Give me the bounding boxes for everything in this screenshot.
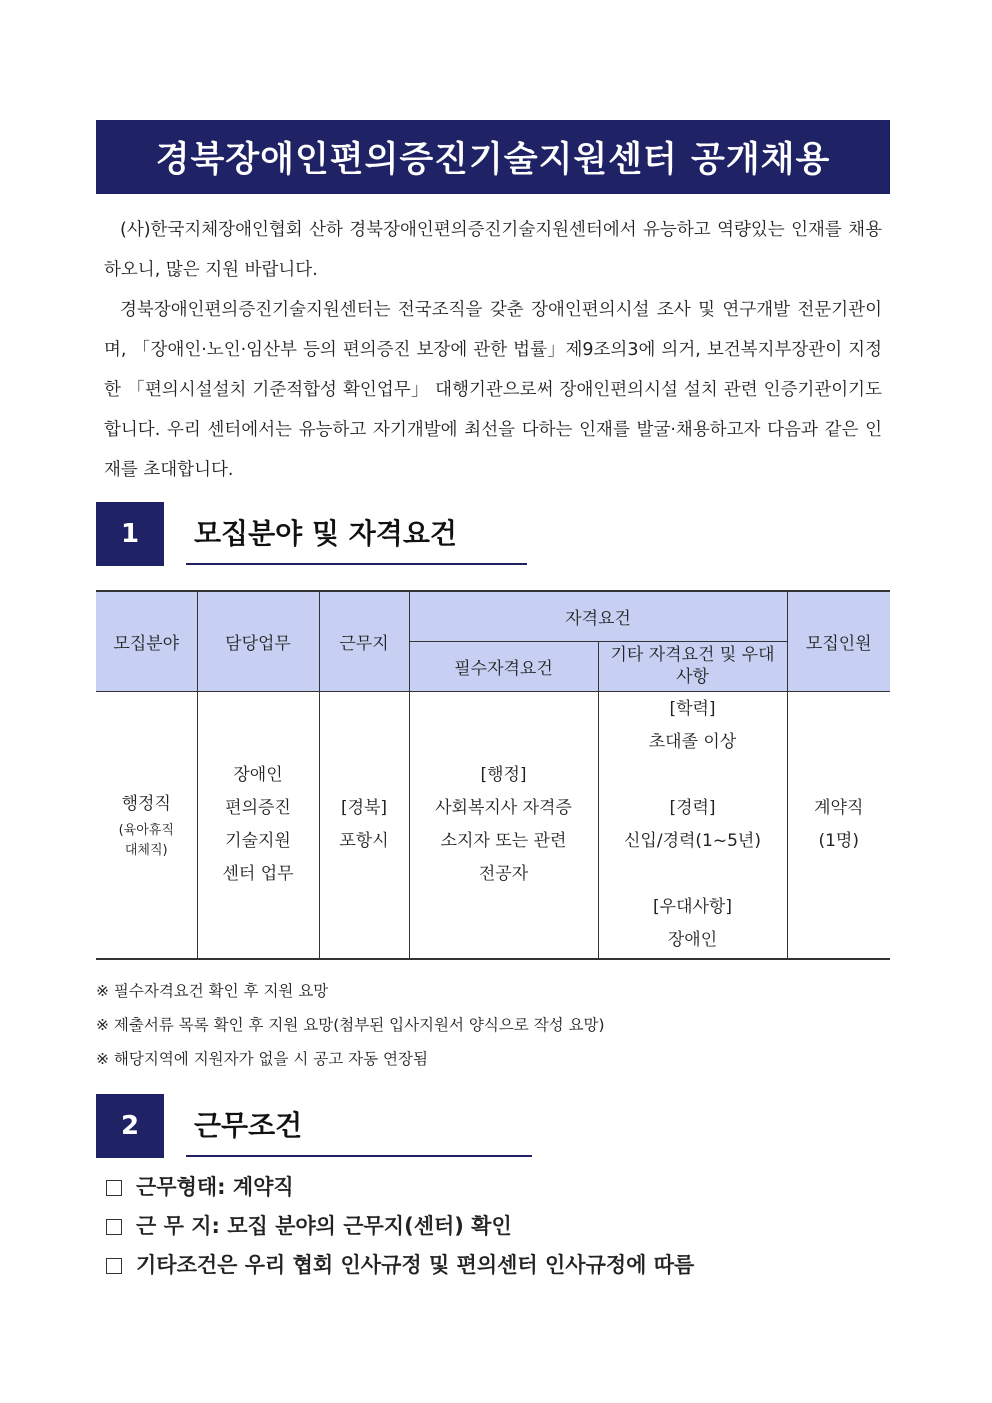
other-line: 신입/경력(1~5년)	[624, 830, 761, 851]
section-heading-1	[96, 502, 536, 566]
duty-line: 센터 업무	[222, 863, 294, 884]
header-duty: 담당업무	[197, 591, 319, 691]
other-spacer	[600, 858, 786, 891]
note-item: ※ 필수자격요건 확인 후 지원 요망	[96, 982, 329, 1000]
section-underline	[186, 1155, 532, 1157]
required-line: 사회복지사 자격증	[435, 797, 572, 818]
section-title: 모집분야 및 자격요건	[194, 517, 457, 550]
condition-item	[106, 1168, 694, 1207]
other-line: 장애인	[667, 929, 718, 950]
header-qualification: 자격요건	[409, 591, 787, 641]
note-item: ※ 해당지역에 지원자가 없을 시 공고 자동 연장됨	[96, 1050, 428, 1068]
cell-headcount	[787, 691, 890, 959]
location-line: 포항시	[339, 830, 389, 851]
duty-line: 장애인	[233, 764, 283, 785]
cell-required	[409, 691, 598, 959]
required-line: 전공자	[478, 863, 529, 884]
other-line: [경력]	[669, 797, 716, 818]
intro-paragraph: (사)한국지체장애인협회 산하 경북장애인편의증진기술지원센터에서 유능하고 역량있는 인재를 채용하오니, 많은 지원 바랍니다.	[104, 220, 882, 280]
required-line: 소지자 또는 관련	[440, 830, 567, 851]
section-number: 2	[96, 1094, 164, 1158]
recruitment-table	[96, 590, 890, 960]
conditions-list	[106, 1168, 694, 1285]
section-number: 1	[96, 502, 164, 566]
table-row	[96, 691, 890, 959]
intro-paragraph: 경북장애인편의증진기술지원센터는 전국조직을 갖춘 장애인편의시설 조사 및 연구개발 전문기관이며, 「장애인·노인·임산부 등의 편의증진 보장에 관한 법률」제9조의3에 의거, 보건복지부장관이 지정한 「편의시설설치 기준적합성 확인업무」 대행기관으로써 장애인편의시설 설치 관련 인증기관이기도 합니다. 우리 센터에서는 유능하고 자기개발에 최선을 다하는 인재를 발굴·채용하고자 다음과 같은 인재를 초대합니다.	[104, 300, 882, 480]
required-line: [행정]	[480, 764, 527, 785]
note-item: ※ 제출서류 목록 확인 후 지원 요망(첨부된 입사지원서 양식으로 작성 요망)	[96, 1016, 605, 1034]
section-title: 근무조건	[194, 1109, 303, 1142]
section-heading-2	[96, 1094, 536, 1158]
other-line: [학력]	[669, 698, 716, 719]
field-name: 행정직	[121, 794, 171, 814]
other-line: [우대사항]	[653, 896, 732, 917]
headcount-line: 계약직	[814, 797, 864, 818]
section-underline	[186, 563, 527, 565]
header-field: 모집분야	[96, 591, 197, 691]
intro-text	[104, 210, 882, 490]
condition-item	[106, 1207, 694, 1246]
duty-line: 편의증진	[225, 797, 291, 818]
condition-text: 근무형태: 계약직	[136, 1175, 294, 1199]
cell-duty	[197, 691, 319, 959]
header-required: 필수자격요건	[409, 641, 598, 691]
header-location: 근무지	[319, 591, 409, 691]
cell-field	[96, 691, 197, 959]
headcount-line: (1명)	[818, 830, 859, 851]
header-other: 기타 자격요건 및 우대사항	[598, 641, 787, 691]
page-title: 경북장애인편의증진기술지원센터 공개채용	[155, 140, 831, 180]
duty-line: 기술지원	[225, 830, 291, 851]
checkbox-icon	[106, 1180, 122, 1196]
notes-list	[96, 974, 605, 1076]
checkbox-icon	[106, 1219, 122, 1235]
cell-location	[319, 691, 409, 959]
location-line: [경북]	[340, 797, 388, 818]
checkbox-icon	[106, 1258, 122, 1274]
field-note: (육아휴직 대체직)	[118, 823, 174, 858]
other-line: 초대졸 이상	[648, 731, 737, 752]
condition-text: 기타조건은 우리 협회 인사규정 및 편의센터 인사규정에 따름	[136, 1253, 695, 1277]
condition-item	[106, 1246, 694, 1285]
condition-text: 근 무 지: 모집 분야의 근무지(센터) 확인	[136, 1214, 512, 1238]
title-banner	[96, 120, 890, 194]
header-headcount: 모집인원	[787, 591, 890, 691]
other-spacer	[600, 759, 786, 792]
cell-other	[598, 691, 787, 959]
